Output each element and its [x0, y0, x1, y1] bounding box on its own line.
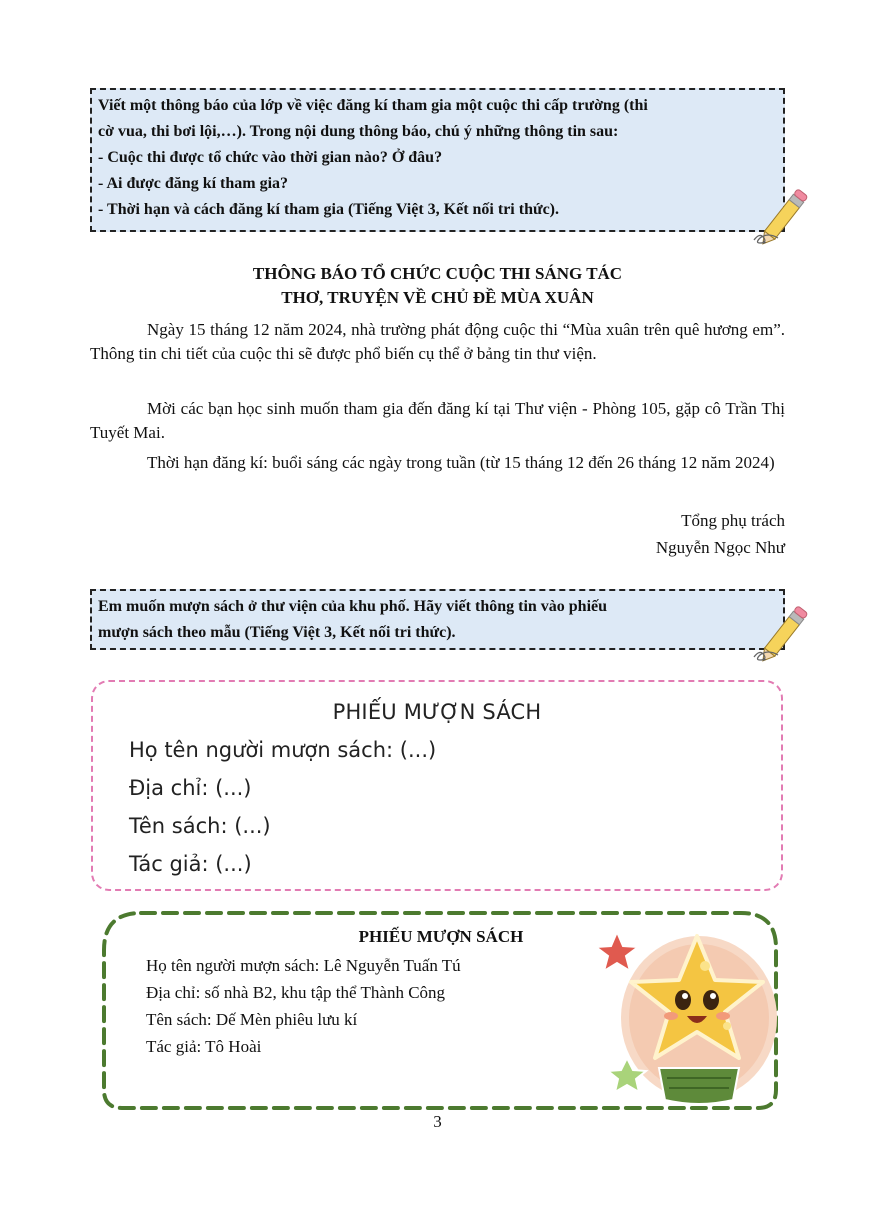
- form-template-title: PHIẾU MƯỢN SÁCH: [332, 700, 542, 724]
- notice-paragraph-1: [90, 318, 785, 366]
- task-1-line: - Ai được đăng kí tham gia?: [98, 175, 289, 192]
- notice-paragraph-2: [90, 397, 785, 445]
- task-1-line: Viết một thông báo của lớp về việc đăng kí tham gia một cuộc thi cấp trường (thi: [98, 97, 648, 114]
- notice-title-line-2: THƠ, TRUYỆN VỀ CHỦ ĐỀ MÙA XUÂN: [281, 288, 594, 307]
- task-2-box: [90, 589, 785, 650]
- form-template-borrower: Họ tên người mượn sách: (...): [129, 738, 437, 762]
- form-filled-title: PHIẾU MƯỢN SÁCH: [358, 927, 524, 946]
- task-1-line: - Cuộc thi được tổ chức vào thời gian nào? Ở đâu?: [98, 149, 443, 166]
- signature-role: Tổng phụ trách: [681, 511, 785, 530]
- pencil-icon: [748, 186, 822, 250]
- borrow-form-filled: [101, 910, 779, 1111]
- notice-paragraph-3: [90, 451, 785, 475]
- form-filled-borrower: Họ tên người mượn sách: Lê Nguyễn Tuấn Tú: [146, 956, 461, 975]
- task-1-box: [90, 88, 785, 232]
- form-template-address: Địa chỉ: (...): [129, 776, 252, 800]
- borrow-form-template: [91, 680, 783, 891]
- form-template-book: Tên sách: (...): [129, 814, 271, 838]
- signature-name: Nguyễn Ngọc Như: [655, 538, 785, 557]
- form-filled-author: Tác giả: Tô Hoài: [146, 1037, 262, 1056]
- star-mascot-icon: [587, 918, 787, 1118]
- pencil-icon: [748, 603, 822, 667]
- task-2-line: mượn sách theo mẫu (Tiếng Việt 3, Kết nối tri thức).: [98, 624, 456, 641]
- form-template-author: Tác giả: (...): [129, 852, 252, 876]
- form-filled-address: Địa chỉ: số nhà B2, khu tập thể Thành Công: [146, 983, 446, 1002]
- page-number: 3: [433, 1112, 442, 1131]
- notice-paragraph-3-text: Thời hạn đăng kí: buổi sáng các ngày trong tuần (từ 15 tháng 12 đến 26 tháng 12 năm 2024): [147, 453, 775, 472]
- notice-title-line-1: THÔNG BÁO TỔ CHỨC CUỘC THI SÁNG TÁC: [252, 264, 623, 283]
- task-1-line: - Thời hạn và cách đăng kí tham gia (Tiếng Việt 3, Kết nối tri thức).: [98, 201, 560, 218]
- task-2-line: Em muốn mượn sách ở thư viện của khu phố. Hãy viết thông tin vào phiếu: [98, 598, 608, 615]
- notice-paragraph-1-text: Ngày 15 tháng 12 năm 2024, nhà trường phát động cuộc thi “Mùa xuân trên quê hương em”. Thông tin chi tiết của cuộc thi sẽ được phổ biến cụ thể ở bảng tin thư viện.: [90, 320, 785, 363]
- notice-paragraph-2-text: Mời các bạn học sinh muốn tham gia đến đăng kí tại Thư viện - Phòng 105, gặp cô Trần Thị Tuyết Mai.: [90, 399, 785, 442]
- form-filled-book: Tên sách: Dế Mèn phiêu lưu kí: [146, 1010, 358, 1029]
- task-1-line: cờ vua, thi bơi lội,…). Trong nội dung thông báo, chú ý những thông tin sau:: [98, 123, 619, 140]
